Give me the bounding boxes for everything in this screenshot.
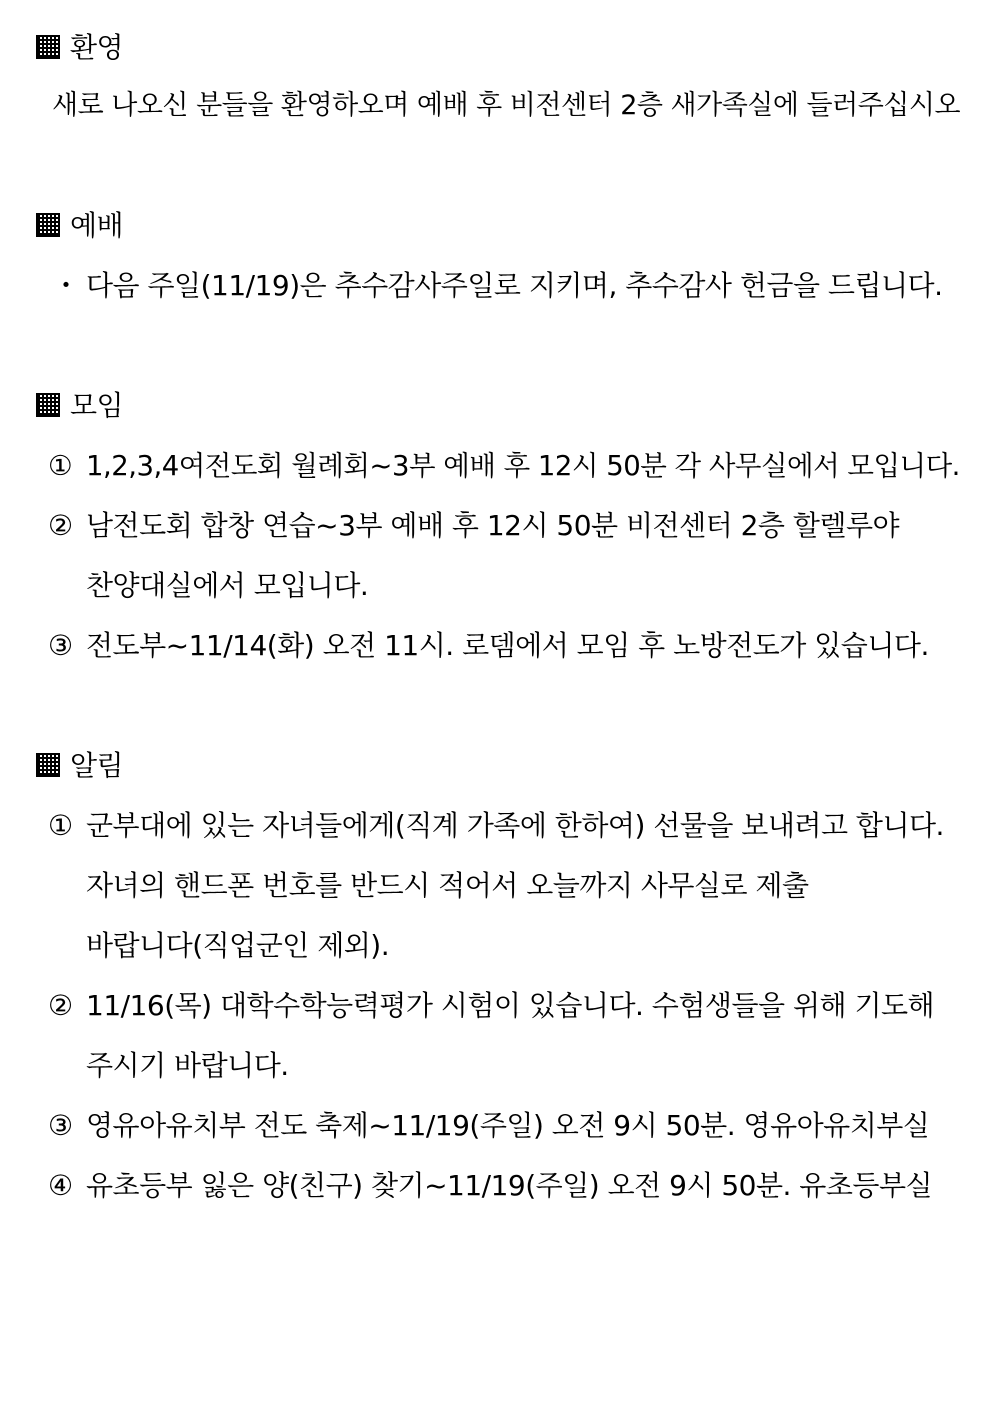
section-title: 알림 (70, 749, 124, 782)
section-heading-meeting (36, 388, 123, 424)
section-heading-worship (36, 208, 123, 244)
item-number: ① (48, 809, 73, 842)
item-text: 군부대에 있는 자녀들에게(직계 가족에 한하여) 선물을 보내려고 합니다. (86, 809, 944, 842)
meeting-item-2-continued: 찬양대실에서 모입니다. (86, 569, 369, 602)
notice-item-4 (48, 1168, 932, 1204)
item-number: ④ (48, 1169, 73, 1202)
square-marker-icon (36, 393, 60, 417)
welcome-text: 새로 나오신 분들을 환영하오며 예배 후 비전센터 2층 새가족실에 들러주십시오 (52, 90, 961, 121)
notice-item-2-continued: 주시기 바랍니다. (86, 1049, 289, 1082)
item-number: ② (48, 509, 73, 542)
notice-item-1 (48, 808, 944, 844)
section-title: 예배 (70, 209, 124, 242)
item-number: ③ (48, 1109, 73, 1142)
notice-item-2 (48, 988, 934, 1024)
worship-item (52, 268, 943, 304)
section-heading-welcome (36, 30, 123, 66)
item-text: 유초등부 잃은 양(친구) 찾기~11/19(주일) 오전 9시 50분. 유초등부실 (86, 1169, 933, 1202)
notice-item-3 (48, 1108, 929, 1144)
square-marker-icon (36, 213, 60, 237)
meeting-item-1 (48, 448, 960, 484)
item-text: 11/16(목) 대학수학능력평가 시험이 있습니다. 수험생들을 위해 기도해 (86, 989, 935, 1022)
item-text: 1,2,3,4여전도회 월례회~3부 예배 후 12시 50분 각 사무실에서 모입니다. (86, 450, 960, 482)
notice-item-1-continued: 자녀의 핸드폰 번호를 반드시 적어서 오늘까지 사무실로 제출 (86, 869, 809, 902)
meeting-item-3 (48, 628, 929, 664)
bullet-dot: ・ (52, 269, 80, 302)
item-text: 전도부~11/14(화) 오전 11시. 로뎀에서 모임 후 노방전도가 있습니다. (86, 629, 929, 662)
item-text: 영유아유치부 전도 축제~11/19(주일) 오전 9시 50분. 영유아유치부실 (86, 1109, 930, 1142)
square-marker-icon (36, 753, 60, 777)
section-title: 모임 (70, 389, 124, 422)
square-marker-icon (36, 35, 60, 59)
section-title: 환영 (70, 31, 124, 64)
worship-text: 다음 주일(11/19)은 추수감사주일로 지키며, 추수감사 헌금을 드립니다. (86, 269, 943, 302)
item-number: ① (48, 450, 73, 482)
item-number: ② (48, 989, 73, 1022)
item-text: 남전도회 합창 연습~3부 예배 후 12시 50분 비전센터 2층 할렐루야 (86, 509, 900, 542)
meeting-item-2 (48, 508, 899, 544)
section-heading-notice (36, 748, 123, 784)
item-number: ③ (48, 629, 73, 662)
notice-item-1-continued: 바랍니다(직업군인 제외). (86, 929, 390, 962)
